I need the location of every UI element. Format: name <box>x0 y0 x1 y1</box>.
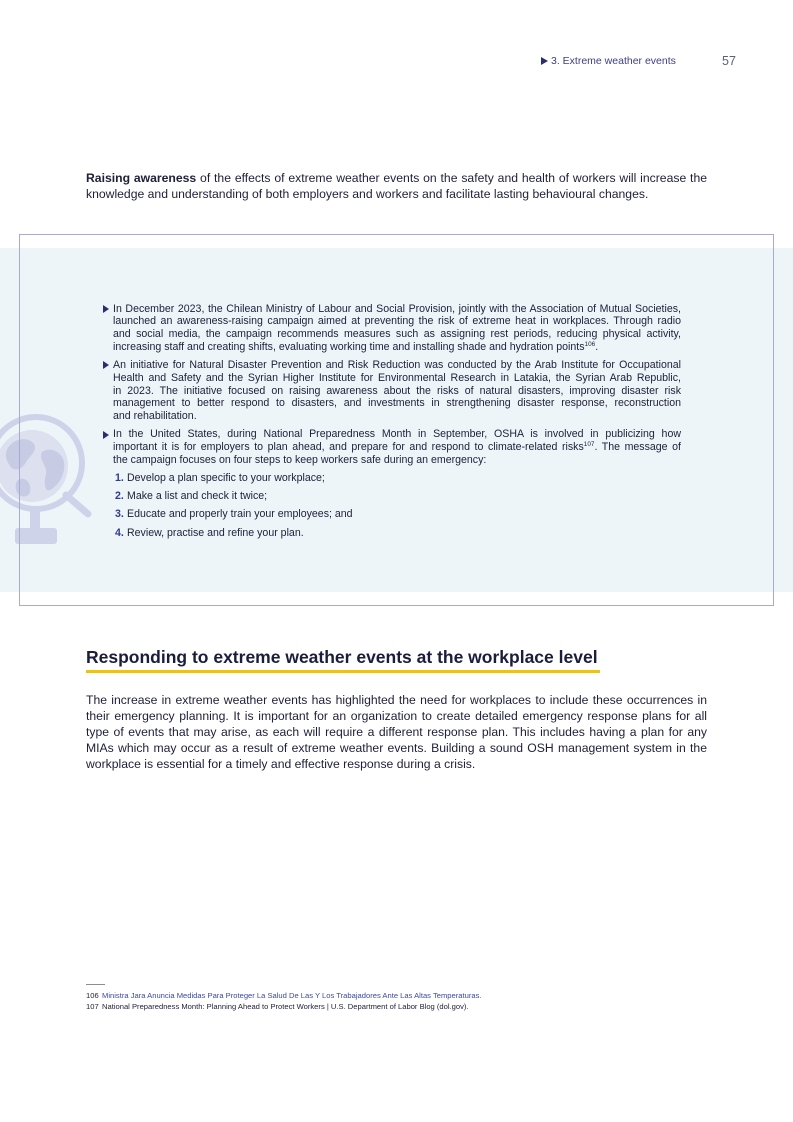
body-line: MIAs which may occur as a result of extreme weather events. Building a sound OSH management system in the <box>86 741 707 755</box>
step-number: 1. <box>115 471 124 484</box>
triangle-right-icon <box>103 431 109 439</box>
step-item <box>113 524 681 542</box>
footnote-link[interactable]: Ministra Jara Anuncia Medidas Para Proteger La Salud De Las Y Los Trabajadores Ante Las Altas Temperaturas. <box>102 990 482 1000</box>
footnote-separator <box>86 984 105 985</box>
bullet-line: and social media, the campaign recommends measures such as assigning rest periods, reducing physical activity, <box>113 328 681 341</box>
body-line: their emergency planning. It is important for an organization to create detailed emergency response plans for all <box>86 709 707 723</box>
bullet-line-text: increasing staff and creating shifts, evaluating working time and installing shade and hydration points <box>113 340 585 353</box>
triangle-right-icon <box>103 305 109 313</box>
step-number: 3. <box>115 508 124 521</box>
body-line: workplace is essential for a timely and effective response during a crisis. <box>86 757 476 771</box>
bullet-line <box>113 341 681 354</box>
triangle-right-icon <box>541 57 548 65</box>
steps-list <box>113 469 681 543</box>
intro-line <box>86 170 707 186</box>
intro-line: knowledge and understanding of both employers and workers and facilitate lasting behavioural changes. <box>86 187 649 201</box>
page-number: 57 <box>722 53 736 68</box>
bullet-item <box>103 359 681 423</box>
bullet-line: in 2023. The initiative focused on raising awareness about the risks of natural disasters, improving disaster risk <box>113 384 681 397</box>
step-item <box>113 487 681 505</box>
bullet-line-tail: . <box>595 340 599 353</box>
step-text: Review, practise and refine your plan. <box>127 526 304 539</box>
bullet-line: In December 2023, the Chilean Ministry of Labour and Social Provision, jointly with the Association of Mutual Societies, <box>113 302 681 315</box>
section-heading: Responding to extreme weather events at the workplace level <box>86 647 598 667</box>
footnote <box>86 1001 482 1012</box>
bullet-item <box>103 428 681 542</box>
bullet-line: Health and Safety and the Syrian Higher Institute for Environmental Research in Latakia, the Syrian Arab Republic, <box>113 371 681 384</box>
footnote-number: 107 <box>86 1001 99 1011</box>
bullet-item <box>103 303 681 354</box>
intro-paragraph <box>86 170 707 202</box>
footnote-ref: 106 <box>584 341 596 349</box>
footnotes <box>86 990 482 1012</box>
intro-bold-lead: Raising awareness <box>86 171 197 185</box>
running-header-section: 3. Extreme weather events <box>551 54 676 67</box>
body-line: type of events that may arise, as each will require a different response plan. This includes having a plan for any <box>86 725 707 739</box>
step-text: Make a list and check it twice; <box>127 490 268 503</box>
footnote-ref: 107 <box>583 441 595 449</box>
step-item <box>113 505 681 523</box>
footnote <box>86 990 482 1001</box>
step-number: 4. <box>115 526 124 539</box>
step-item <box>113 469 681 487</box>
triangle-right-icon <box>103 361 109 369</box>
bullet-line: launched an awareness-raising campaign aimed at preventing the risk of extreme heat in workplaces. Through radio <box>113 315 681 328</box>
bullet-line: In the United States, during National Preparedness Month in September, OSHA is involved in publicizing how <box>113 428 681 441</box>
bullet-line: and rehabilitation. <box>113 410 197 423</box>
bullet-line: An initiative for Natural Disaster Prevention and Risk Reduction was conducted by the Arab Institute for Occupational <box>113 358 681 371</box>
intro-line-text: of the effects of extreme weather events on the safety and health of workers will increase the <box>196 171 707 185</box>
step-number: 2. <box>115 490 124 503</box>
heading-underline <box>86 670 600 673</box>
callout-bullet-list <box>103 303 681 548</box>
step-text: Educate and properly train your employees; and <box>127 508 353 521</box>
footnote-text: National Preparedness Month: Planning Ahead to Protect Workers | U.S. Department of Labor Blog (dol.gov). <box>102 1001 469 1011</box>
section-paragraph <box>86 692 707 772</box>
bullet-line-tail: . The message of <box>594 441 681 454</box>
bullet-line-text: important it is for employers to plan ahead, and prepare for and respond to climate-related risks <box>113 441 584 454</box>
body-line: The increase in extreme weather events has highlighted the need for workplaces to include these occurrences in <box>86 693 707 707</box>
bullet-line: the campaign focuses on four steps to keep workers safe during an emergency: <box>113 453 487 466</box>
footnote-number: 106 <box>86 990 99 1000</box>
bullet-line <box>113 441 681 454</box>
bullet-line: management to better respond to disasters, and investments in strengthening disaster response, reconstruction <box>113 397 681 410</box>
step-text: Develop a plan specific to your workplace; <box>127 471 325 484</box>
